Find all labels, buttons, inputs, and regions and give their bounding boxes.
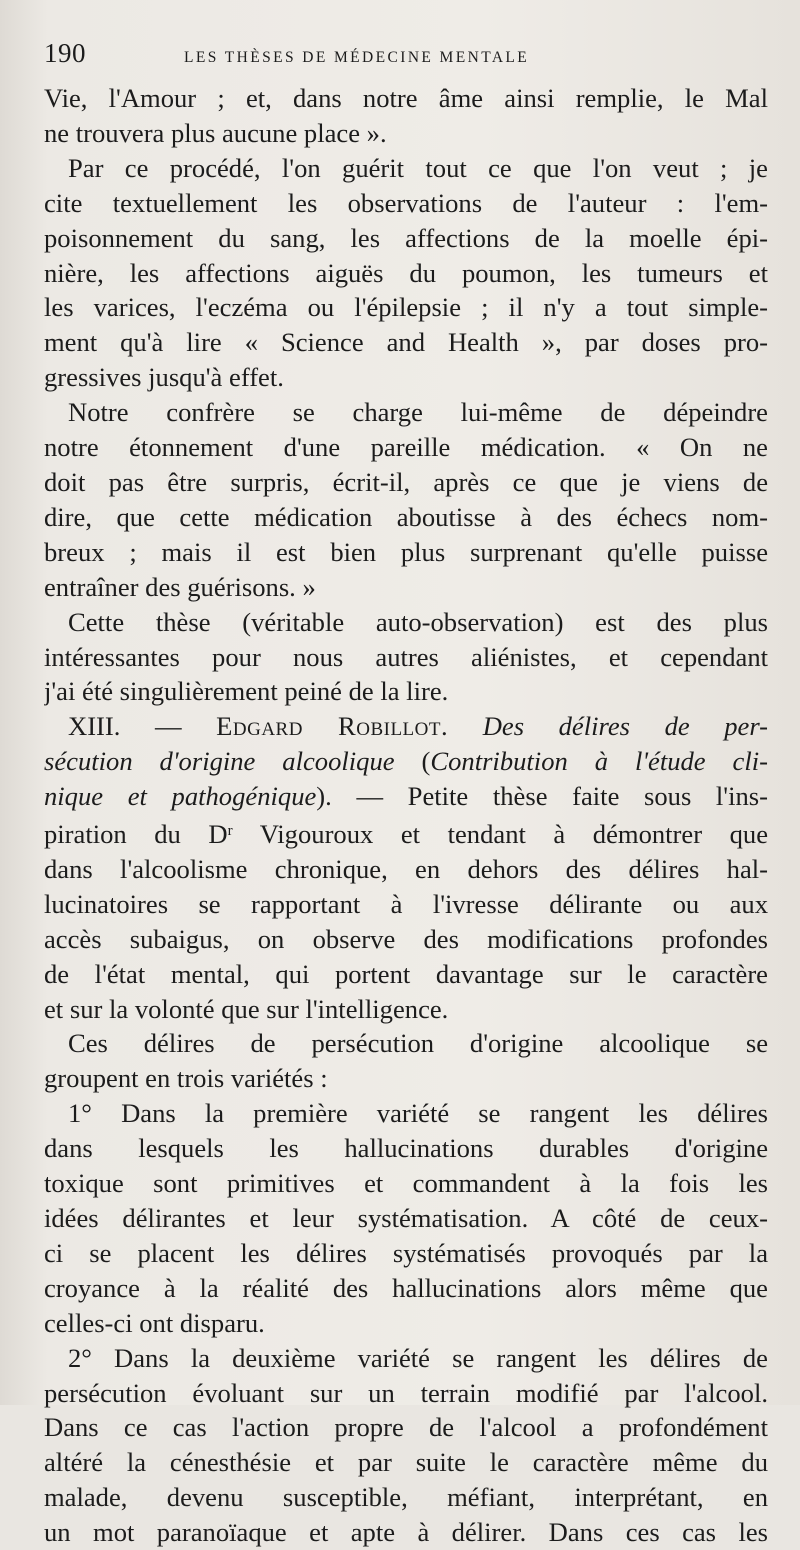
text-line: breux ; mais il est bien plus surprenant qu'elle puisse	[44, 536, 768, 567]
text-line: notre étonnement d'une pareille médication. « On ne	[44, 432, 768, 463]
section-numeral: XIII.	[68, 711, 121, 742]
text-line: de l'état mental, qui portent davantage sur le caractère	[44, 958, 768, 989]
text-line: un mot paranoïaque et apte à délirer. Dans ces cas les	[44, 1517, 768, 1548]
text-line: ci se placent les délires systématisés provoqués par la	[44, 1237, 768, 1268]
text-line: nière, les affections aiguës du poumon, les tumeurs et	[44, 257, 768, 288]
text-line: les varices, l'eczéma ou l'épilepsie ; il n'y a tout simple-	[44, 292, 768, 323]
text-line: 1° Dans la première variété se rangent les délires	[68, 1098, 768, 1129]
page-number: 190	[44, 38, 86, 68]
text-line: groupent en trois variétés :	[44, 1063, 328, 1094]
paren-close: ).	[316, 781, 332, 812]
text-line: Vie, l'Amour ; et, dans notre âme ainsi remplie, le Mal	[44, 83, 768, 113]
text-line	[44, 814, 768, 852]
running-header	[44, 38, 768, 78]
text-line: doit pas être surpris, écrit-il, après ce que je viens de	[44, 466, 768, 497]
text-line: 2° Dans la deuxième variété se rangent les délires de	[68, 1342, 768, 1373]
line-text: piration du D	[44, 819, 228, 850]
thesis-description: — Petite thèse faite sous l'ins-	[356, 781, 768, 812]
doctor-abbrev-sup: r	[227, 823, 233, 840]
text-line: dans lesquels les hallucinations durables d'origine	[44, 1133, 768, 1164]
thesis-author: Edgard Robillot.	[216, 711, 449, 742]
text-line: entraîner des guérisons. »	[44, 571, 316, 602]
text-line: lucinatoires se rapportant à l'ivresse délirante ou aux	[44, 888, 768, 919]
text-line: Par ce procédé, l'on guérit tout ce que l'on veut ; je	[68, 152, 768, 183]
thesis-subtitle: Contribution à l'étude cli-	[430, 746, 768, 777]
text-line	[44, 779, 768, 814]
text-line: persécution évoluant sur un terrain modifié par l'alcool.	[44, 1377, 768, 1408]
thesis-title-cont: sécution d'origine alcoolique	[44, 746, 395, 777]
text-line: croyance à la réalité des hallucinations alors même que	[44, 1272, 768, 1303]
running-title: LES THÈSES DE MÉDECINE MENTALE	[184, 49, 530, 66]
text-line: accès subaigus, on observe des modifications profondes	[44, 923, 768, 954]
text-line: toxique sont primitives et commandent à la fois les	[44, 1168, 768, 1199]
text-line: intéressantes pour nous autres aliénistes, et cependant	[44, 641, 768, 672]
text-line: cite textuellement les observations de l'auteur : l'em-	[44, 187, 768, 218]
text-line	[44, 744, 768, 779]
text-line: altéré la cénesthésie et par suite le caractère même du	[44, 1447, 768, 1478]
text-line: et sur la volonté que sur l'intelligence.	[44, 993, 449, 1024]
text-line	[44, 709, 768, 744]
body-text	[44, 81, 768, 1550]
text-line: j'ai été singulièrement peiné de la lire.	[44, 676, 449, 707]
text-line: idées délirantes et leur systématisation. A côté de ceux-	[44, 1203, 768, 1233]
text-line: gressives jusqu'à effet.	[44, 362, 284, 393]
paren-open: (	[421, 746, 431, 777]
text-line: dire, que cette médication aboutisse à des échecs nom-	[44, 501, 768, 532]
text-line: Ces délires de persécution d'origine alcoolique se	[68, 1028, 768, 1059]
section-dash: —	[154, 711, 182, 742]
text-line: Cette thèse (véritable auto-observation) est des plus	[68, 606, 768, 637]
text-line: dans l'alcoolisme chronique, en dehors des délires hal-	[44, 853, 768, 884]
text-line: Notre confrère se charge lui-même de dépeindre	[68, 397, 768, 428]
text-line: ment qu'à lire « Science and Health », par doses pro-	[44, 327, 768, 358]
thesis-description-cont: Vigouroux et tendant à démontrer que	[259, 819, 768, 850]
text-line: malade, devenu susceptible, méfiant, interprétant, en	[44, 1482, 768, 1513]
text-line: Dans ce cas l'action propre de l'alcool a profondément	[44, 1412, 768, 1443]
thesis-title: Des délires de per-	[482, 711, 768, 742]
text-line: ne trouvera plus aucune place ».	[44, 117, 387, 148]
thesis-subtitle-cont: nique et pathogénique	[44, 781, 317, 812]
text-line: celles-ci ont disparu.	[44, 1307, 265, 1338]
text-line: poisonnement du sang, les affections de la moelle épi-	[44, 222, 768, 253]
